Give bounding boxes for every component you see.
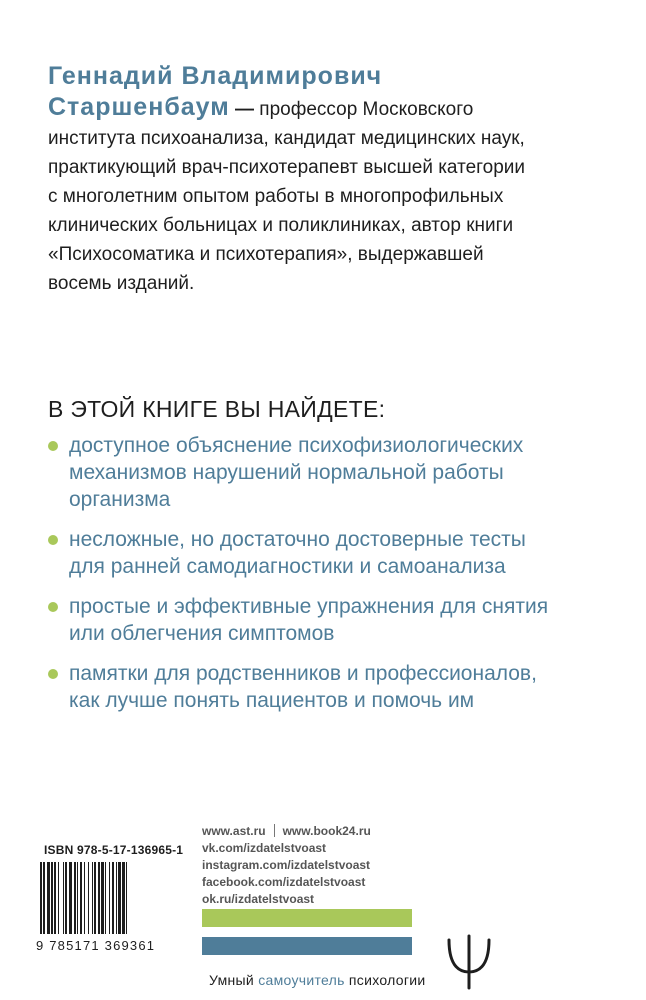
link-facebook[interactable]: facebook.com/izdatelstvoast <box>202 875 366 889</box>
features-list <box>48 432 618 727</box>
series-word: Умный <box>209 972 259 988</box>
green-stripe <box>202 909 412 927</box>
bio-line: клинических больницах и поликлиниках, автор книги <box>48 215 514 236</box>
bio-line: практикующий врач-психотерапевт высшей категории <box>48 157 526 178</box>
series-word-highlight: самоучитель <box>258 972 345 988</box>
author-first-names: Геннадий Владимирович <box>48 62 383 90</box>
bio-line: с многолетним опытом работы в многопрофильных <box>48 186 504 207</box>
feature-line: доступное объяснение психофизиологических <box>69 434 524 457</box>
barcode-icon <box>40 862 190 934</box>
feature-line: простые и эффективные упражнения для снятия <box>69 595 549 618</box>
feature-line: или облегчения симптомов <box>69 622 335 645</box>
isbn-label: ISBN 978-5-17-136965-1 <box>44 843 184 857</box>
psi-icon <box>441 932 497 992</box>
feature-line: как лучше понять пациентов и помочь им <box>69 689 475 712</box>
feature-line: для ранней самодиагностики и самоанализа <box>69 555 506 578</box>
feature-item <box>48 526 618 580</box>
link-instagram[interactable]: instagram.com/izdatelstvoast <box>202 858 371 872</box>
link-site-book24[interactable]: www.book24.ru <box>282 824 371 838</box>
feature-line: памятки для родственников и профессионалов, <box>69 662 537 685</box>
feature-item <box>48 593 618 647</box>
link-divider <box>274 824 275 837</box>
blue-stripe <box>202 937 412 955</box>
feature-item <box>48 432 618 513</box>
link-ok[interactable]: ok.ru/izdatelstvoast <box>202 892 315 906</box>
feature-line: несложные, но достаточно достоверные тесты <box>69 528 526 551</box>
feature-item <box>48 660 618 714</box>
bio-line: восемь изданий. <box>48 273 195 294</box>
bullet-dot-icon <box>48 602 58 612</box>
barcode-digits: 9 785171 369361 <box>36 938 156 953</box>
link-site-ast[interactable]: www.ast.ru <box>202 824 266 838</box>
link-vk[interactable]: vk.com/izdatelstvoast <box>202 841 327 855</box>
features-heading: В ЭТОЙ КНИГЕ ВЫ НАЙДЕТЕ: <box>48 396 386 422</box>
author-dash: — <box>229 99 260 120</box>
author-surname: Старшенбаум <box>48 93 230 121</box>
bio-line: института психоанализа, кандидат медицинских наук, <box>48 128 525 149</box>
bullet-dot-icon <box>48 535 58 545</box>
feature-line: организма <box>69 488 171 511</box>
publisher-links <box>202 823 371 908</box>
bio-line: профессор Московского <box>259 99 474 120</box>
series-word: психологии <box>344 972 426 988</box>
series-title <box>209 972 425 988</box>
bullet-dot-icon <box>48 441 58 451</box>
author-bio <box>48 62 608 298</box>
feature-line: механизмов нарушений нормальной работы <box>69 461 504 484</box>
bio-line: «Психосоматика и психотерапия», выдержавшей <box>48 244 484 265</box>
bullet-dot-icon <box>48 669 58 679</box>
